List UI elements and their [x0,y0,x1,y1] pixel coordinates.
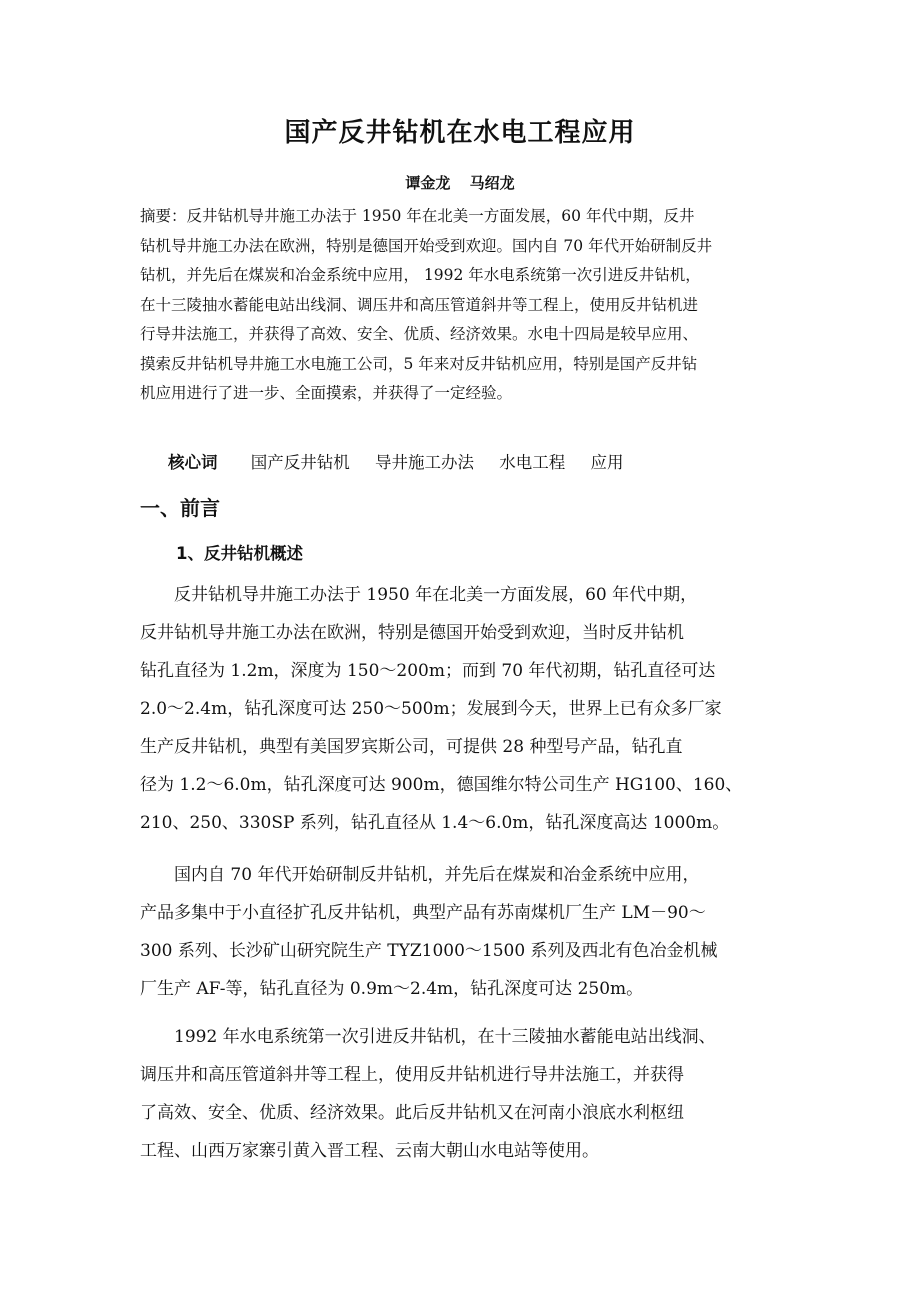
paragraph-line: 国内自 70 年代开始研制反井钻机，并先后在煤炭和冶金系统中应用， [140,865,700,885]
document-title: 国产反井钻机在水电工程应用 [284,118,636,148]
author-name: 马绍龙 [469,174,515,192]
paragraph-line: 厂生产 AF-等，钻孔直径为 0.9m～2.4m，钻孔深度可达 250m。 [140,979,644,999]
paragraph-line: 钻孔直径为 1.2m，深度为 150～200m；而到 70 年代初期，钻孔直径可达 [140,661,716,681]
abstract-line: 摸索反井钻机导井施工水电施工公司，5 年来对反井钻机应用，特别是国产反井钻 [140,354,698,373]
paragraph-line: 工程、山西万家寨引黄入晋工程、云南大朝山水电站等使用。 [140,1141,599,1161]
paragraph-line: 调压井和高压管道斜井等工程上，使用反井钻机进行导井法施工，并获得 [140,1065,684,1085]
abstract-line: 摘要：反井钻机导井施工办法于 1950 年在北美一方面发展，60 年代中期，反井 [140,207,695,225]
subsection-heading: 1、反井钻机概述 [176,544,303,563]
keyword: 导井施工办法 [375,453,474,472]
keyword: 应用 [590,453,624,472]
paragraph-line: 生产反井钻机，典型有美国罗宾斯公司，可提供 28 种型号产品，钻孔直 [140,737,683,757]
keywords-line [168,449,788,473]
paragraph-line: 反井钻机导井施工办法在欧洲，特别是德国开始受到欢迎，当时反井钻机 [140,623,684,643]
paragraph-line: 径为 1.2～6.0m，钻孔深度可达 900m，德国维尔特公司生产 HG100、160、 [140,775,743,795]
paragraph-line: 产品多集中于小直径扩孔反井钻机，典型产品有苏南煤机厂生产 LM－90～ [140,903,706,923]
author-line [0,172,920,193]
body-paragraph [140,1018,780,1170]
paragraph-line: 210、250、330SP 系列，钻孔直径从 1.4～6.0m，钻孔深度高达 1000m。 [140,813,730,833]
author-name: 谭金龙 [405,174,451,192]
body-paragraph [140,576,780,842]
body-paragraph [140,856,780,1008]
abstract-line: 钻机，并先后在煤炭和冶金系统中应用， 1992 年水电系统第一次引进反井钻机， [140,266,701,284]
keyword: 水电工程 [499,453,566,472]
section-heading: 一、前言 [140,496,220,520]
abstract-line: 在十三陵抽水蓄能电站出线洞、调压井和高压管道斜井等工程上，使用反井钻机进 [140,295,699,314]
abstract [140,202,780,409]
paragraph-line: 反井钻机导井施工办法于 1950 年在北美一方面发展，60 年代中期， [140,585,698,605]
abstract-line: 行导井法施工，并获得了高效、安全、优质、经济效果。水电十四局是较早应用、 [140,325,699,343]
abstract-line: 钻机导井施工办法在欧洲，特别是德国开始受到欢迎。国内自 70 年代开始研制反井 [140,236,713,255]
keywords-label: 核心词 [168,453,218,472]
abstract-line: 机应用进行了进一步、全面摸索，并获得了一定经验。 [140,384,513,402]
keyword: 国产反井钻机 [250,453,350,472]
paragraph-line: 300 系列、长沙矿山研究院生产 TYZ1000～1500 系列及西北有色冶金机械 [140,941,718,961]
paragraph-line: 了高效、安全、优质、经济效果。此后反井钻机又在河南小浪底水利枢纽 [140,1103,684,1123]
paragraph-line: 2.0～2.4m，钻孔深度可达 250～500m；发展到今天，世界上已有众多厂家 [140,699,722,719]
paragraph-line: 1992 年水电系统第一次引进反井钻机，在十三陵抽水蓄能电站出线洞、 [140,1027,716,1047]
